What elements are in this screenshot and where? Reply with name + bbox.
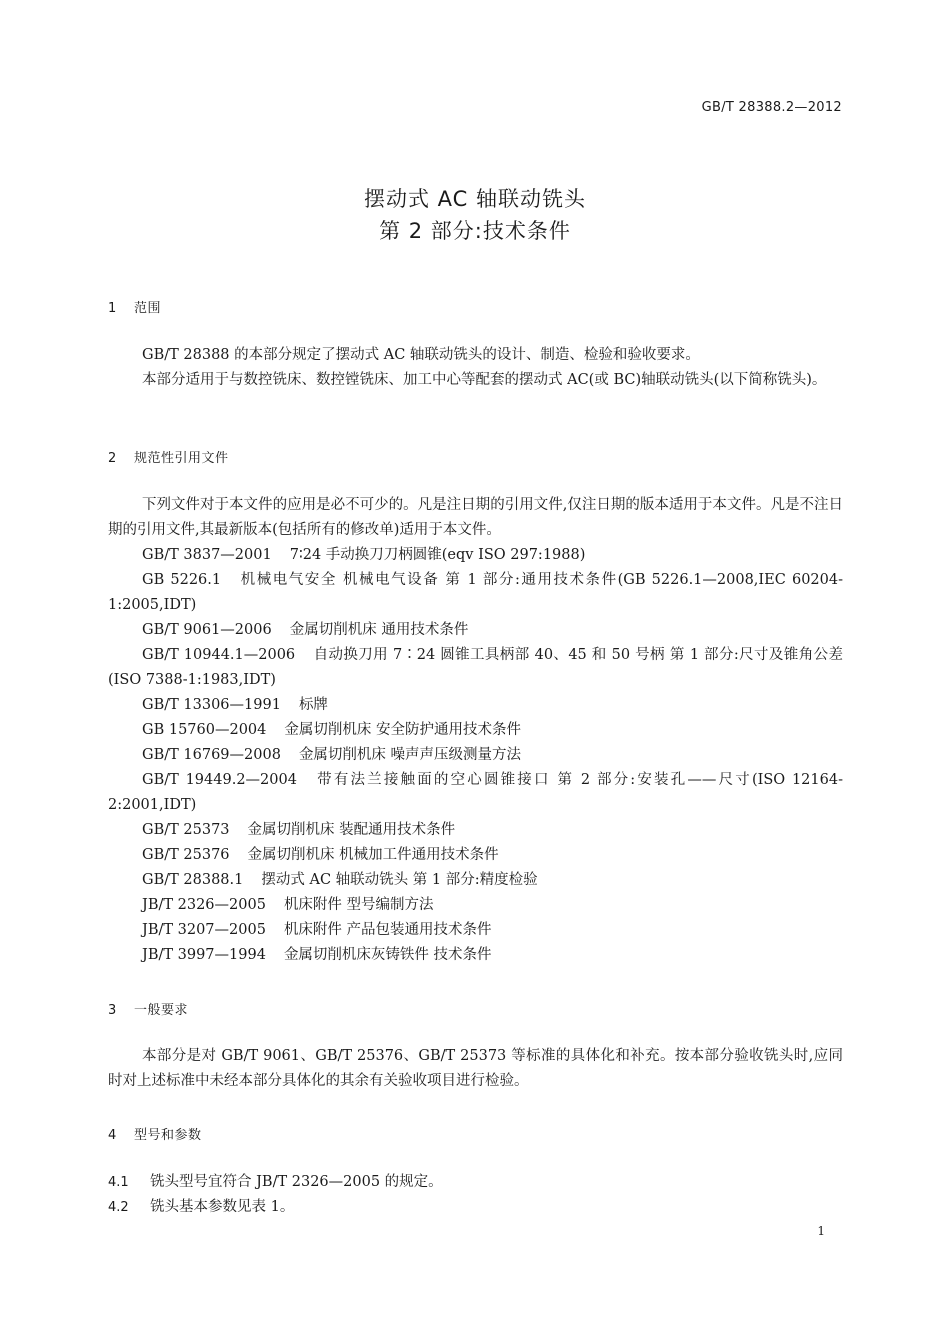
ref-title: 金属切削机床灰铸铁件 技术条件 [283,947,492,963]
section-title: 范围 [134,301,162,316]
paragraph: GB/T 28388 的本部分规定了摆动式 AC 轴联动铣头的设计、制造、检验和验收要求。 [142,347,700,363]
paragraph: 下列文件对于本文件的应用是必不可少的。凡是注日期的引用文件,仅注日期的版本适用于本文件。凡是不注日期的引用文件,其最新版本(包括所有的修改单)适用于本文件。 [108,497,843,538]
section-title: 一般要求 [134,1003,189,1018]
reference-item [108,743,843,768]
paragraph: 本部分适用于与数控铣床、数控镗铣床、加工中心等配套的摆动式 AC(或 BC)轴联动铣头(以下简称铣头)。 [142,372,827,388]
reference-item [108,693,843,718]
section-title: 规范性引用文件 [134,451,229,466]
ref-code: GB/T 28388.1 [142,872,244,888]
ref-title: 机床附件 产品包装通用技术条件 [283,922,492,938]
document-title [0,183,950,247]
section-number: 3 [108,1003,117,1018]
ref-code: JB/T 2326—2005 [142,897,266,913]
section-4-body [108,1170,843,1220]
reference-item [108,718,843,743]
ref-title: 金属切削机床 机械加工件通用技术条件 [247,847,499,863]
section-1-heading [108,297,161,316]
section-2-body [108,493,843,968]
ref-code: JB/T 3997—1994 [142,947,266,963]
section-title: 型号和参数 [134,1128,202,1143]
ref-code: GB/T 13306—1991 [142,697,281,713]
ref-code: GB/T 25373 [142,822,230,838]
ref-title: 机床附件 型号编制方法 [283,897,434,913]
ref-code: GB/T 25376 [142,847,230,863]
reference-item [108,543,843,568]
reference-item [108,893,843,918]
ref-code: GB/T 19449.2—2004 [142,772,297,788]
clause-number: 4.1 [108,1175,129,1190]
ref-title: 标牌 [298,697,328,713]
page-number: 1 [817,1224,825,1238]
ref-code: JB/T 3207—2005 [142,922,266,938]
reference-item [108,868,843,893]
reference-item [108,768,843,818]
section-number: 1 [108,301,117,316]
section-1-body [108,343,843,393]
clause-number: 4.2 [108,1200,129,1215]
section-number: 2 [108,451,117,466]
ref-title: 摆动式 AC 轴联动铣头 第 1 部分:精度检验 [261,872,538,888]
reference-list [108,543,843,968]
section-4-heading [108,1124,202,1143]
ref-title: 金属切削机床 安全防护通用技术条件 [284,722,521,738]
reference-item [108,618,843,643]
section-3-heading [108,999,188,1018]
title-line-1: 摆动式 AC 轴联动铣头 [363,187,586,211]
ref-title: 带有法兰接触面的空心圆锥接口 第 2 部分:安装孔——尺寸(ISO 12164-2:2001,IDT) [108,772,843,813]
section-2-heading [108,447,229,466]
ref-title: 机械电气安全 机械电气设备 第 1 部分:通用技术条件(GB 5226.1—2008,IEC 60204-1:2005,IDT) [108,572,843,613]
clause-text: 铣头型号宜符合 JB/T 2326—2005 的规定。 [150,1174,443,1190]
section-number: 4 [108,1128,117,1143]
ref-title: 金属切削机床 通用技术条件 [289,622,469,638]
ref-title: 7∶24 手动换刀刀柄圆锥(eqv ISO 297:1988) [289,547,586,563]
reference-item [108,918,843,943]
ref-code: GB/T 10944.1—2006 [142,647,296,663]
reference-item [108,568,843,618]
ref-title: 金属切削机床 噪声声压级测量方法 [298,747,522,763]
ref-code: GB/T 16769—2008 [142,747,281,763]
section-3-body [108,1044,843,1094]
standard-code: GB/T 28388.2—2012 [701,100,842,115]
clause-item [108,1195,843,1220]
paragraph: 本部分是对 GB/T 9061、GB/T 25376、GB/T 25373 等标准的具体化和补充。按本部分验收铣头时,应同时对上述标准中未经本部分具体化的其余有关验收项目进行检验。 [108,1048,843,1089]
reference-item [108,818,843,843]
ref-code: GB/T 3837—2001 [142,547,272,563]
reference-item [108,843,843,868]
reference-item [108,943,843,968]
reference-item [108,643,843,693]
clause-item [108,1170,843,1195]
ref-title: 金属切削机床 装配通用技术条件 [247,822,456,838]
ref-code: GB 5226.1 [142,572,222,588]
clause-text: 铣头基本参数见表 1。 [150,1199,295,1215]
ref-title: 自动换刀用 7∶24 圆锥工具柄部 40、45 和 50 号柄 第 1 部分:尺寸及锥角公差(ISO 7388-1:1983,IDT) [108,647,843,688]
title-line-2: 第 2 部分:技术条件 [379,219,571,243]
ref-code: GB 15760—2004 [142,722,267,738]
ref-code: GB/T 9061—2006 [142,622,272,638]
